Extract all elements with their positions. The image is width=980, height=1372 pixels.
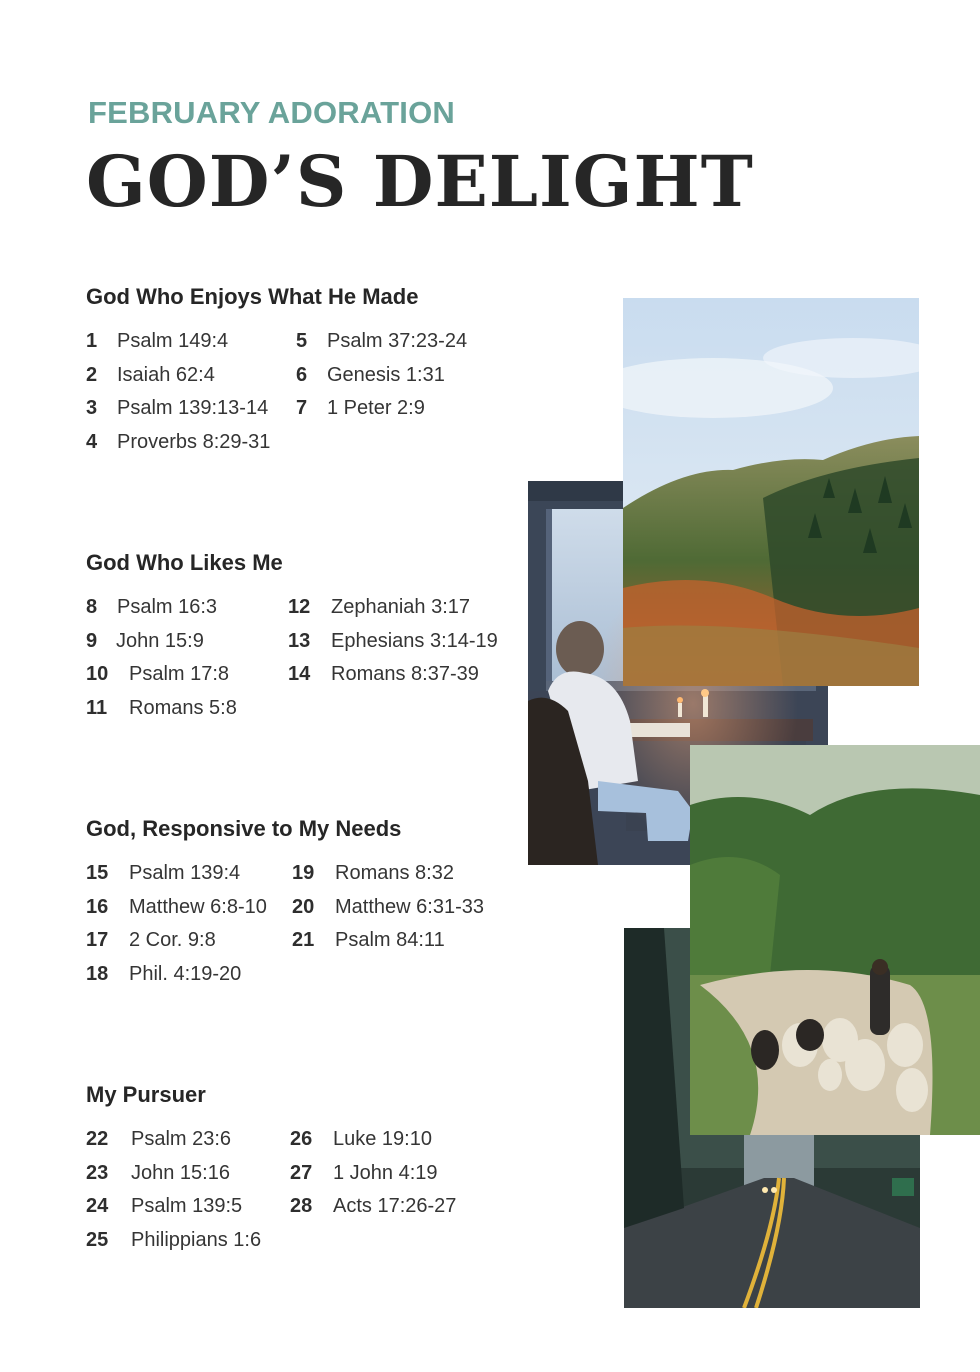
reading-item: 20 Matthew 6:31-33 [292, 895, 484, 918]
section-responsive [86, 816, 526, 996]
reading-list [86, 1128, 526, 1262]
reading-item: 11 Romans 5:8 [86, 696, 237, 719]
reading-item: 2 Isaiah 62:4 [86, 363, 215, 386]
reading-item: 23 John 15:16 [86, 1161, 230, 1184]
section-pursuer [86, 1082, 526, 1262]
reading-item: 8 Psalm 16:3 [86, 596, 218, 618]
shepherd-with-sheep-photo [690, 745, 980, 1135]
section-heading: My Pursuer [86, 1082, 206, 1107]
section-heading: God Who Enjoys What He Made [86, 284, 419, 309]
page-title: GOD’S DELIGHT [86, 140, 754, 223]
reading-item: 22 Psalm 23:6 [86, 1128, 232, 1150]
reading-item: 1 Psalm 149:4 [86, 330, 229, 352]
reading-item: 13 Ephesians 3:14-19 [288, 629, 498, 652]
reading-item: 27 1 John 4:19 [290, 1161, 438, 1184]
reading-item: 24 Psalm 139:5 [86, 1195, 243, 1217]
reading-item: 4 Proverbs 8:29-31 [86, 430, 271, 453]
mountain-hillside-photo [623, 298, 919, 686]
reading-item: 5 Psalm 37:23-24 [296, 330, 468, 352]
section-heading: God, Responsive to My Needs [86, 816, 402, 841]
reading-item: 9 John 15:9 [86, 629, 204, 652]
reading-item: 12 Zephaniah 3:17 [288, 596, 471, 618]
section-heading: God Who Likes Me [86, 550, 283, 575]
reading-item: 15 Psalm 139:4 [86, 862, 241, 884]
reading-item: 18 Phil. 4:19-20 [86, 962, 242, 985]
eyebrow-heading: FEBRUARY ADORATION [88, 95, 455, 130]
reading-item: 25 Philippians 1:6 [86, 1228, 262, 1251]
reading-item: 21 Psalm 84:11 [292, 929, 445, 951]
reading-item: 28 Acts 17:26-27 [290, 1195, 457, 1217]
reading-item: 10 Psalm 17:8 [86, 663, 230, 685]
reading-item: 6 Genesis 1:31 [296, 363, 445, 386]
reading-list [86, 862, 526, 996]
reading-item: 19 Romans 8:32 [292, 862, 454, 884]
reading-item: 3 Psalm 139:13-14 [86, 397, 269, 419]
section-enjoys [86, 284, 526, 464]
reading-item: 14 Romans 8:37-39 [288, 663, 479, 685]
reading-item: 26 Luke 19:10 [290, 1128, 432, 1150]
reading-item: 16 Matthew 6:8-10 [86, 895, 267, 918]
reading-item: 7 1 Peter 2:9 [296, 397, 425, 419]
reading-item: 17 2 Cor. 9:8 [86, 929, 216, 951]
reading-list [86, 596, 526, 730]
section-likes-me [86, 550, 526, 730]
reading-list [86, 330, 526, 464]
